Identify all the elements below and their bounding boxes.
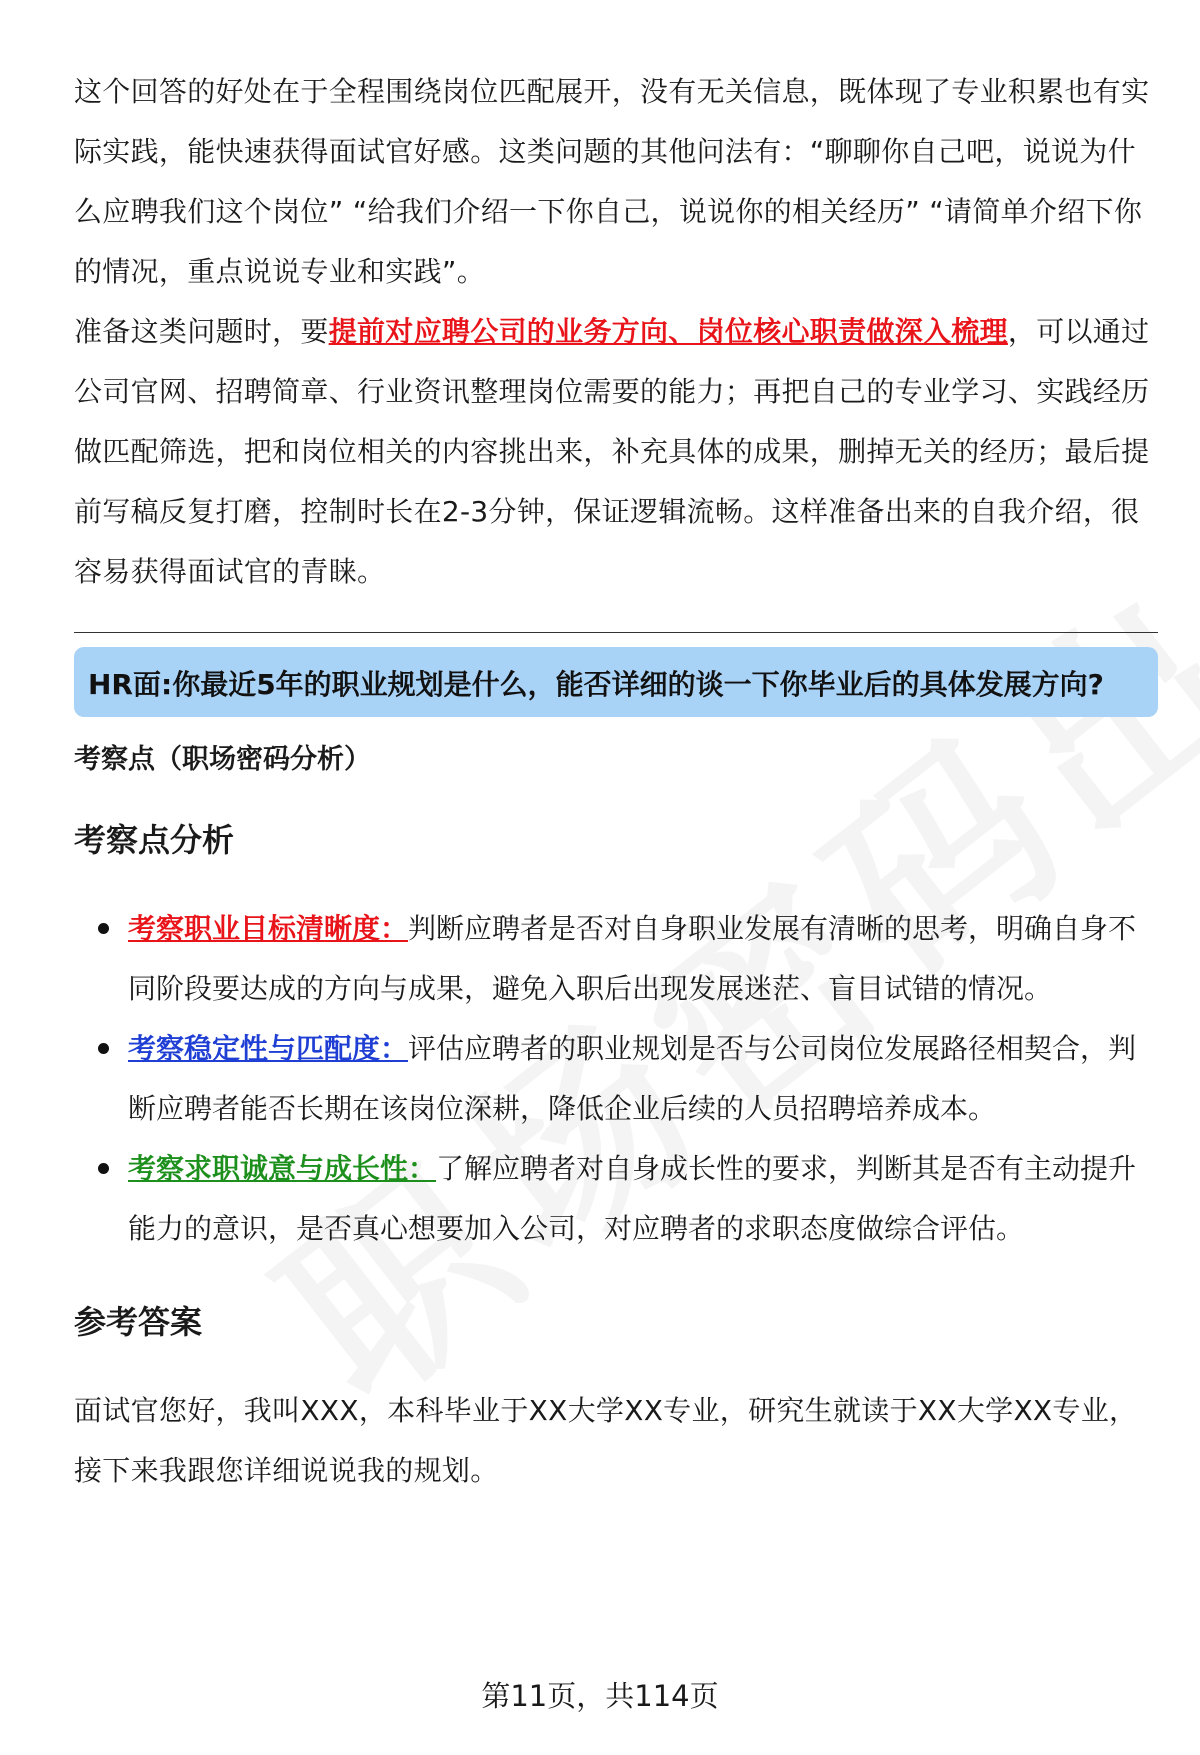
answer-paragraph: 面试官您好，我叫XXX，本科毕业于XX大学XX专业，研究生就读于XX大学XX专业，接下来我跟您详细说说我的规划。 bbox=[74, 1394, 1138, 1487]
intro-p2-highlight: 提前对应聘公司的业务方向、岗位核心职责做深入梳理 bbox=[328, 315, 1008, 348]
intro-paragraph-1: 这个回答的好处在于全程围绕岗位匹配展开，没有无关信息，既体现了专业积累也有实际实践，能快速获得面试官好感。这类问题的其他问法有：“聊聊你自己吧，说说为什么应聘我们这个岗位” “给我们介绍一下你自己，说说你的相关经历” “请简单介绍下你的情况，重点说说专业和实践”。 bbox=[74, 75, 1150, 288]
list-item bbox=[74, 1139, 1158, 1259]
question-box: HR面:你最近5年的职业规划是什么，能否详细的谈一下你毕业后的具体发展方向? bbox=[74, 647, 1158, 717]
bullet-dot-icon bbox=[98, 1163, 109, 1174]
analysis-list bbox=[74, 899, 1158, 1259]
bullet-label: 考察职业目标清晰度： bbox=[128, 912, 409, 945]
document-body bbox=[74, 62, 1158, 1501]
bullet-label: 考察求职诚意与成长性： bbox=[128, 1152, 437, 1185]
bullet-dot-icon bbox=[98, 923, 109, 934]
intro-paragraph-2 bbox=[74, 302, 1158, 602]
intro-p2-before: 准备这类问题时，要 bbox=[74, 315, 329, 348]
bullet-text: 评估应聘者的职业规划是否与公司岗位发展路径相契合，判断应聘者能否长期在该岗位深耕，降低企业后续的人员招聘培养成本。 bbox=[128, 1032, 1137, 1125]
bullet-label: 考察稳定性与匹配度： bbox=[128, 1032, 409, 1065]
page-number: 第11页，共114页 bbox=[481, 1679, 719, 1713]
answer-heading: 参考答案 bbox=[74, 1303, 203, 1341]
list-item bbox=[74, 899, 1158, 1019]
analysis-sub-label: 考察点（职场密码分析） bbox=[74, 744, 371, 775]
analysis-heading: 考察点分析 bbox=[74, 821, 235, 859]
bullet-text: 判断应聘者是否对自身职业发展有清晰的思考，明确自身不同阶段要达成的方向与成果，避免入职后出现发展迷茫、盲目试错的情况。 bbox=[128, 912, 1137, 1005]
bullet-dot-icon bbox=[98, 1043, 109, 1054]
section-divider bbox=[74, 632, 1158, 633]
intro-p2-after: ，可以通过公司官网、招聘简章、行业资讯整理岗位需要的能力；再把自己的专业学习、实践经历做匹配筛选，把和岗位相关的内容挑出来，补充具体的成果，删掉无关的经历；最后提前写稿反复打磨，控制时长在2-3分钟，保证逻辑流畅。这样准备出来的自我介绍，很容易获得面试官的青睐。 bbox=[74, 315, 1150, 588]
bullet-text: 了解应聘者对自身成长性的要求，判断其是否有主动提升能力的意识，是否真心想要加入公司，对应聘者的求职态度做综合评估。 bbox=[128, 1152, 1137, 1245]
list-item bbox=[74, 1019, 1158, 1139]
